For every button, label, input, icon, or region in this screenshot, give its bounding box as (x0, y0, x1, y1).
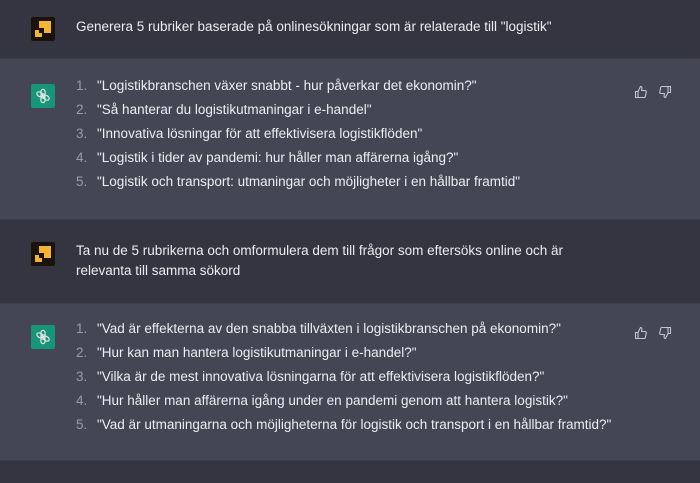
thumbs-down-icon[interactable] (658, 326, 672, 340)
list-number: 4. (76, 150, 88, 165)
list-number: 4. (76, 393, 88, 408)
thumbs-up-icon[interactable] (634, 85, 648, 99)
list-number: 1. (76, 78, 88, 93)
question-list (76, 317, 611, 437)
list-number: 2. (76, 345, 88, 360)
openai-logo-icon (31, 325, 55, 349)
user-message-text (76, 241, 563, 281)
list-number: 2. (76, 102, 88, 117)
list-text: "Så hanterar du logistikutmaningar i e-handel" (97, 102, 372, 117)
thumbs-down-icon[interactable] (658, 85, 672, 99)
list-text: "Innovativa lösningar för att effektivisera logistikflöden" (97, 126, 423, 141)
user-message-line: Ta nu de 5 rubrikerna och omformulera dem till frågor som eftersöks online och är (76, 243, 563, 258)
list-text: "Logistikbranschen växer snabbt - hur påverkar det ekonomin?" (97, 78, 477, 93)
thumbs-up-icon[interactable] (634, 326, 648, 340)
user-message-1 (0, 0, 700, 58)
user-message-2 (0, 220, 700, 303)
list-item (76, 146, 520, 170)
assistant-message-1 (0, 58, 700, 220)
list-number: 5. (76, 417, 88, 432)
list-item (76, 341, 611, 365)
feedback-buttons (634, 85, 672, 99)
list-text: "Vad är utmaningarna och möjligheterna för logistik och transport i en hållbar framtid?" (97, 417, 612, 432)
list-item (76, 74, 520, 98)
openai-logo-icon (31, 84, 55, 108)
list-text: "Vad är effekterna av den snabba tillväxten i logistikbranschen på ekonomin?" (97, 321, 561, 336)
headline-list (76, 74, 520, 194)
user-message-text: Generera 5 rubriker baserade på onlinesökningar som är relaterade till "logistik" (76, 19, 552, 34)
list-number: 1. (76, 321, 88, 336)
list-number: 3. (76, 126, 88, 141)
list-text: "Logistik i tider av pandemi: hur håller man affärerna igång?" (97, 150, 459, 165)
list-item (76, 317, 611, 341)
list-item (76, 170, 520, 194)
user-avatar-icon (31, 242, 55, 266)
bottom-area (0, 461, 700, 483)
list-item (76, 389, 611, 413)
list-text: "Logistik och transport: utmaningar och möjligheter i en hållbar framtid" (97, 174, 521, 189)
feedback-buttons (634, 326, 672, 340)
list-text: "Vilka är de mest innovativa lösningarna för att effektivisera logistikflöden?" (97, 369, 545, 384)
list-item (76, 413, 611, 437)
list-number: 3. (76, 369, 88, 384)
list-text: "Hur håller man affärerna igång under en pandemi genom att hantera logistik?" (97, 393, 568, 408)
list-text: "Hur kan man hantera logistikutmaningar i e-handel?" (97, 345, 417, 360)
assistant-message-2 (0, 303, 700, 461)
list-item (76, 98, 520, 122)
list-item (76, 122, 520, 146)
user-message-line: relevanta till samma sökord (76, 263, 241, 278)
list-item (76, 365, 611, 389)
user-avatar-icon (31, 17, 55, 41)
list-number: 5. (76, 174, 88, 189)
